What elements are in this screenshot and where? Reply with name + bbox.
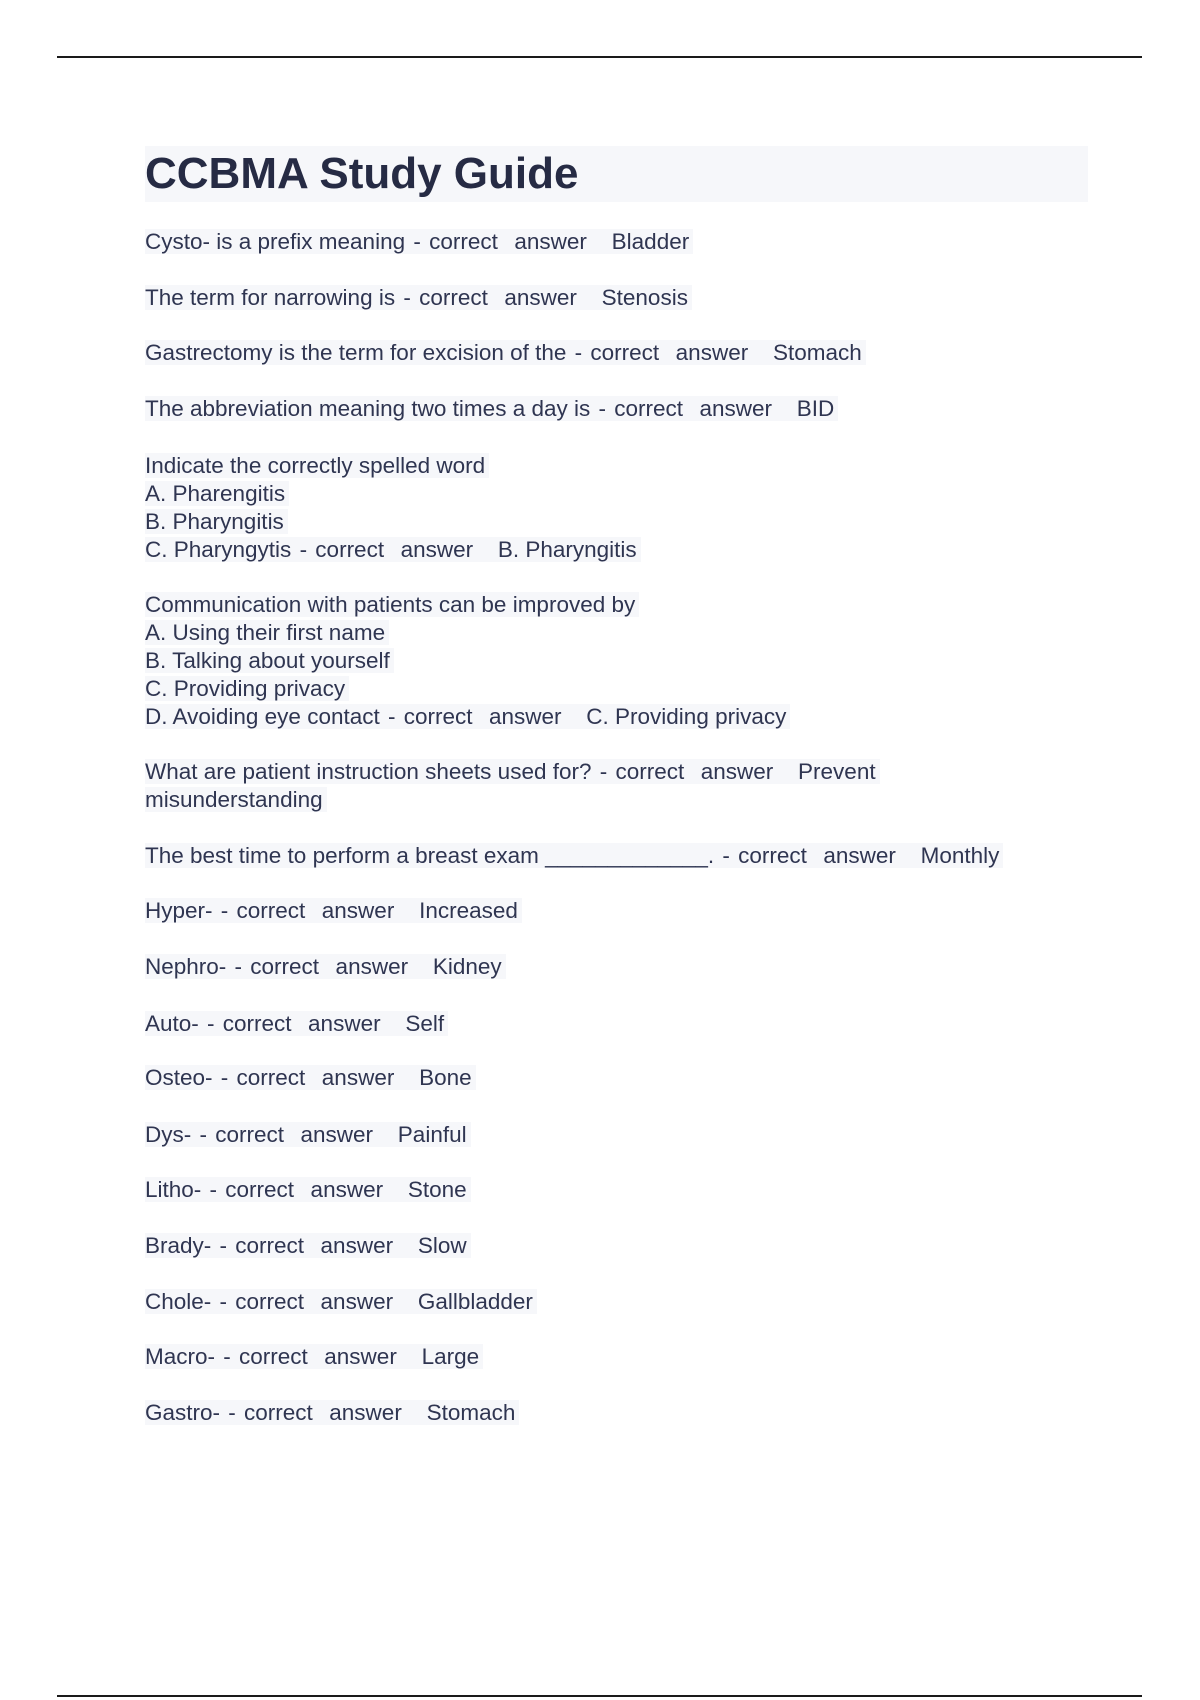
answer-text: Painful [397, 1122, 467, 1147]
question-text: Cysto- is a prefix meaning [145, 229, 406, 254]
option-text: D. Avoiding eye contact [145, 704, 380, 729]
question-text: Brady- [145, 1233, 212, 1258]
answer-text: Gallbladder [417, 1289, 533, 1314]
footer-rule [57, 1695, 1142, 1697]
question-text: Litho- [145, 1177, 202, 1202]
qa-item: Auto- - correct answer Self [145, 1010, 448, 1038]
answer-text: Large [421, 1344, 480, 1369]
question-text: The best time to perform a breast exam _____________. [145, 843, 715, 868]
option-text: C. Providing privacy [145, 676, 349, 701]
question-text: Chole- [145, 1289, 212, 1314]
qa-item: The best time to perform a breast exam _____________. - correct answer Monthly [145, 842, 1003, 870]
question-text: Macro- [145, 1344, 216, 1369]
qa-item: Nephro- - correct answer Kidney [145, 953, 506, 981]
answer-text: Stomach [772, 340, 862, 365]
qa-item: Dys- - correct answer Painful [145, 1121, 471, 1149]
answer-text: Prevent [798, 759, 876, 784]
qa-item: Indicate the correctly spelled word A. Pharengitis B. Pharyngitis C. Pharyngytis - correct answer B. Pharyngitis [145, 452, 641, 564]
qa-item: Communication with patients can be improved by A. Using their first name B. Talking about yourself C. Providing privacy D. Avoiding eye contact - correct answer C. Providing privacy [145, 591, 790, 731]
answer-text-continued: misunderstanding [145, 787, 327, 812]
qa-item: Brady- - correct answer Slow [145, 1232, 471, 1260]
question-text: Hyper- [145, 898, 213, 923]
question-text: Indicate the correctly spelled word [145, 453, 489, 478]
qa-item: Gastro- - correct answer Stomach [145, 1399, 519, 1427]
qa-item: Cysto- is a prefix meaning - correct answer Bladder [145, 228, 693, 256]
header-rule [57, 56, 1142, 58]
qa-item: Litho- - correct answer Stone [145, 1176, 471, 1204]
qa-item: What are patient instruction sheets used for? - correct answer Prevent misunderstanding [145, 758, 880, 814]
qa-item: Chole- - correct answer Gallbladder [145, 1288, 537, 1316]
option-text: C. Pharyngytis [145, 537, 292, 562]
answer-text: C. Providing privacy [586, 704, 787, 729]
answer-text: BID [796, 396, 835, 421]
qa-item: The abbreviation meaning two times a day is - correct answer BID [145, 395, 838, 423]
question-text: Gastro- [145, 1400, 221, 1425]
answer-text: Increased [419, 898, 518, 923]
question-text: The term for narrowing is [145, 285, 396, 310]
option-text: B. Pharyngitis [145, 509, 288, 534]
page-title: CCBMA Study Guide [145, 146, 1088, 202]
question-text: Nephro- [145, 954, 227, 979]
question-text: The abbreviation meaning two times a day is [145, 396, 591, 421]
question-text: Dys- [145, 1122, 192, 1147]
option-text: B. Talking about yourself [145, 648, 394, 673]
question-text: Osteo- [145, 1065, 213, 1090]
answer-text: Stone [407, 1177, 467, 1202]
qa-item: Macro- - correct answer Large [145, 1343, 483, 1371]
qa-item: Gastrectomy is the term for excision of the - correct answer Stomach [145, 339, 866, 367]
qa-item: Hyper- - correct answer Increased [145, 897, 522, 925]
question-text: Gastrectomy is the term for excision of the [145, 340, 567, 365]
answer-text: Bone [419, 1065, 472, 1090]
answer-text: B. Pharyngitis [497, 537, 637, 562]
answer-text: Kidney [432, 954, 502, 979]
answer-text: Stomach [426, 1400, 516, 1425]
answer-text: Self [405, 1011, 445, 1036]
answer-text: Bladder [611, 229, 690, 254]
answer-text: Slow [417, 1233, 467, 1258]
question-text: Communication with patients can be improved by [145, 592, 639, 617]
qa-item: The term for narrowing is - correct answer Stenosis [145, 284, 692, 312]
answer-text: Monthly [920, 843, 1000, 868]
qa-item: Osteo- - correct answer Bone [145, 1064, 476, 1092]
question-text: Auto- [145, 1011, 199, 1036]
answer-text: Stenosis [601, 285, 688, 310]
question-text: What are patient instruction sheets used for? [145, 759, 592, 784]
option-text: A. Using their first name [145, 620, 389, 645]
option-text: A. Pharengitis [145, 481, 289, 506]
